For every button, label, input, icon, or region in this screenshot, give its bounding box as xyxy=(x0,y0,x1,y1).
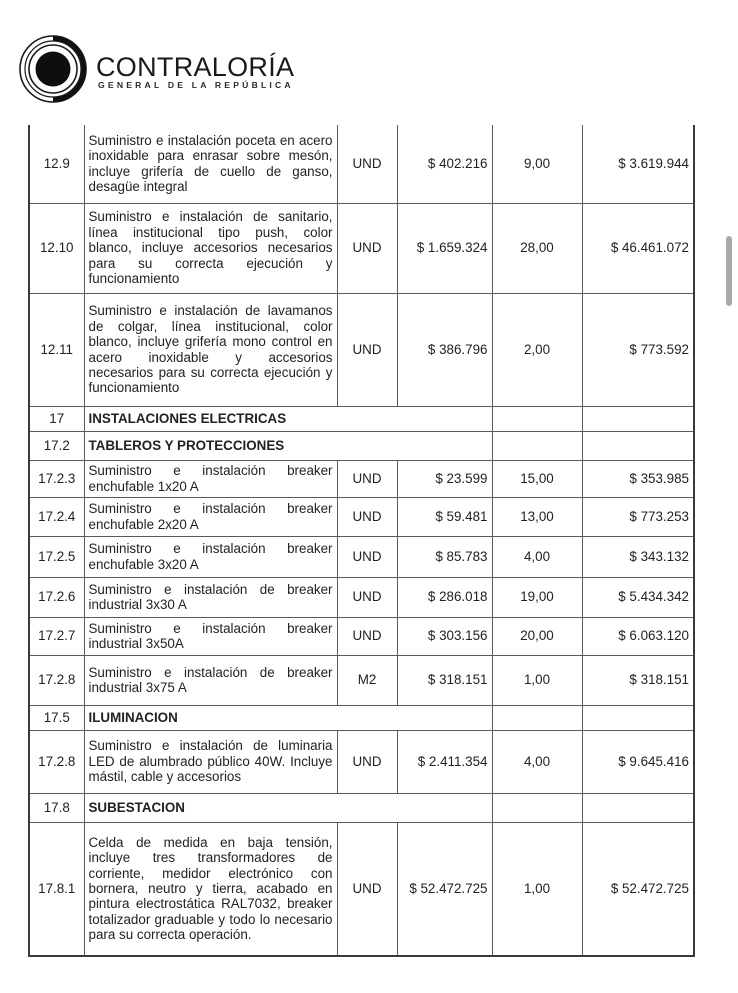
table-row xyxy=(29,577,694,617)
section-title-cell: TABLEROS Y PROTECCIONES xyxy=(84,431,492,460)
total-cell xyxy=(582,793,694,822)
item-code-cell: 17.2 xyxy=(29,431,84,460)
unit-price-cell: $ 318.151 xyxy=(397,655,492,705)
total-cell: $ 6.063.120 xyxy=(582,617,694,655)
table-row xyxy=(29,125,694,203)
unit-cell: UND xyxy=(337,125,397,203)
unit-price-cell: $ 402.216 xyxy=(397,125,492,203)
table-row xyxy=(29,822,694,956)
quantity-cell: 28,00 xyxy=(492,203,582,293)
quantity-cell: 15,00 xyxy=(492,460,582,497)
unit-price-cell: $ 23.599 xyxy=(397,460,492,497)
quantity-cell xyxy=(492,431,582,460)
description-cell: Suministro e instalación de breaker industrial 3x75 A xyxy=(84,655,337,705)
total-cell: $ 773.253 xyxy=(582,497,694,536)
section-row xyxy=(29,793,694,822)
unit-cell: UND xyxy=(337,536,397,577)
item-code-cell: 12.9 xyxy=(29,125,84,203)
unit-price-cell: $ 1.659.324 xyxy=(397,203,492,293)
item-code-cell: 17.8 xyxy=(29,793,84,822)
quantity-cell xyxy=(492,406,582,431)
section-title-cell: INSTALACIONES ELECTRICAS xyxy=(84,406,492,431)
section-row xyxy=(29,431,694,460)
description-cell: Suministro e instalación breaker industrial 3x50A xyxy=(84,617,337,655)
total-cell: $ 353.985 xyxy=(582,460,694,497)
total-cell xyxy=(582,431,694,460)
description-cell: Suministro e instalación de lavamanos de colgar, línea institucional, color blanco, incluye grifería mono control en acero inoxidable y accesorios necesarios para su correcta ejecución y funcionamiento xyxy=(84,293,337,406)
unit-cell: UND xyxy=(337,822,397,956)
quantity-cell xyxy=(492,705,582,730)
description-cell: Suministro e instalación breaker enchufable 1x20 A xyxy=(84,460,337,497)
unit-price-cell: $ 2.411.354 xyxy=(397,730,492,793)
unit-cell: UND xyxy=(337,730,397,793)
item-code-cell: 12.10 xyxy=(29,203,84,293)
item-code-cell: 12.11 xyxy=(29,293,84,406)
quantity-cell: 13,00 xyxy=(492,497,582,536)
table-row xyxy=(29,460,694,497)
contraloria-logo xyxy=(18,34,298,104)
unit-price-cell: $ 52.472.725 xyxy=(397,822,492,956)
unit-cell: UND xyxy=(337,617,397,655)
quantity-cell: 1,00 xyxy=(492,655,582,705)
item-code-cell: 17.2.5 xyxy=(29,536,84,577)
item-code-cell: 17.2.6 xyxy=(29,577,84,617)
item-code-cell: 17.2.4 xyxy=(29,497,84,536)
quantity-cell: 20,00 xyxy=(492,617,582,655)
quantity-cell: 2,00 xyxy=(492,293,582,406)
total-cell: $ 318.151 xyxy=(582,655,694,705)
logo-title: CONTRALORÍA xyxy=(96,52,295,82)
item-code-cell: 17.2.3 xyxy=(29,460,84,497)
unit-cell: M2 xyxy=(337,655,397,705)
description-cell: Suministro e instalación de sanitario, línea institucional tipo push, color blanco, incluye accesorios necesarios para su correcta ejecución y funcionamiento xyxy=(84,203,337,293)
quantity-cell: 9,00 xyxy=(492,125,582,203)
logo-subtitle: GENERAL DE LA REPÚBLICA xyxy=(98,80,294,90)
description-cell: Suministro e instalación breaker enchufable 2x20 A xyxy=(84,497,337,536)
table-row xyxy=(29,203,694,293)
quantity-cell: 1,00 xyxy=(492,822,582,956)
quantity-cell: 4,00 xyxy=(492,536,582,577)
unit-price-cell: $ 286.018 xyxy=(397,577,492,617)
table-row xyxy=(29,293,694,406)
total-cell: $ 5.434.342 xyxy=(582,577,694,617)
table-row xyxy=(29,730,694,793)
unit-cell: UND xyxy=(337,577,397,617)
unit-price-cell: $ 85.783 xyxy=(397,536,492,577)
unit-price-cell: $ 303.156 xyxy=(397,617,492,655)
unit-cell: UND xyxy=(337,293,397,406)
total-cell: $ 773.592 xyxy=(582,293,694,406)
description-cell: Celda de medida en baja tensión, incluye tres transformadores de corriente, medidor electrónico con bornera, neutro y tierra, acabado en pintura electrostática RAL7032, breaker totalizador graduable y todo lo necesario para su correcta operación. xyxy=(84,822,337,956)
quantity-cell xyxy=(492,793,582,822)
description-cell: Suministro e instalación breaker enchufable 3x20 A xyxy=(84,536,337,577)
total-cell xyxy=(582,705,694,730)
description-cell: Suministro e instalación de luminaria LED de alumbrado público 40W. Incluye mástil, cable y accesorios xyxy=(84,730,337,793)
table-row xyxy=(29,655,694,705)
total-cell: $ 3.619.944 xyxy=(582,125,694,203)
item-code-cell: 17.2.8 xyxy=(29,655,84,705)
section-title-cell: ILUMINACION xyxy=(84,705,492,730)
item-code-cell: 17.2.7 xyxy=(29,617,84,655)
vertical-scrollbar[interactable] xyxy=(726,236,732,306)
unit-cell: UND xyxy=(337,497,397,536)
description-cell: Suministro e instalación de breaker industrial 3x30 A xyxy=(84,577,337,617)
item-code-cell: 17.5 xyxy=(29,705,84,730)
quantity-cell: 19,00 xyxy=(492,577,582,617)
total-cell: $ 343.132 xyxy=(582,536,694,577)
unit-price-cell: $ 386.796 xyxy=(397,293,492,406)
table-row xyxy=(29,536,694,577)
table-row xyxy=(29,497,694,536)
concentric-circle-logo-icon xyxy=(18,34,88,104)
total-cell: $ 46.461.072 xyxy=(582,203,694,293)
budget-table xyxy=(28,125,695,957)
total-cell: $ 52.472.725 xyxy=(582,822,694,956)
item-code-cell: 17.8.1 xyxy=(29,822,84,956)
section-title-cell: SUBESTACION xyxy=(84,793,492,822)
section-row xyxy=(29,406,694,431)
unit-cell: UND xyxy=(337,203,397,293)
table-row xyxy=(29,617,694,655)
item-code-cell: 17 xyxy=(29,406,84,431)
item-code-cell: 17.2.8 xyxy=(29,730,84,793)
description-cell: Suministro e instalación poceta en acero inoxidable para enrasar sobre mesón, incluye grifería de cuello de ganso, desagüe integral xyxy=(84,125,337,203)
total-cell xyxy=(582,406,694,431)
unit-cell: UND xyxy=(337,460,397,497)
unit-price-cell: $ 59.481 xyxy=(397,497,492,536)
quantity-cell: 4,00 xyxy=(492,730,582,793)
section-row xyxy=(29,705,694,730)
total-cell: $ 9.645.416 xyxy=(582,730,694,793)
